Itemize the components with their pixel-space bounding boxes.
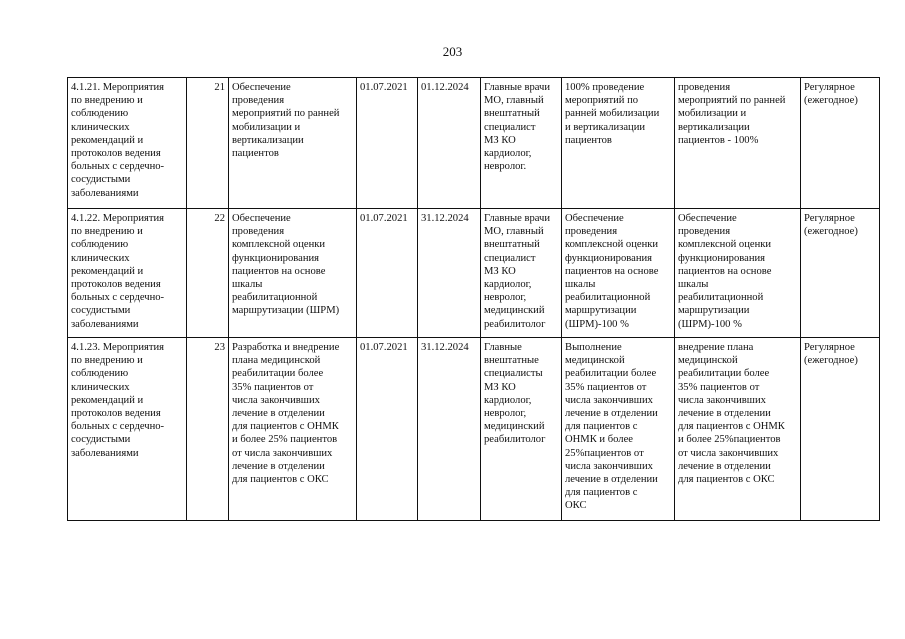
- task-cell: Разработка и внедрение плана медицинской реабилитации более 35% пациентов от числа закончивших лечение в отделении для пациентов с ОНМК и более 25% пациентов от числа закончивших лечение в отделении для пациентов с ОКС: [229, 338, 357, 521]
- task-cell: Обеспечение проведения мероприятий по ранней мобилизации и вертикализации пациентов: [229, 78, 357, 209]
- table-row: [68, 209, 880, 338]
- periodicity-cell: Регулярное (ежегодное): [801, 209, 880, 338]
- activities-table: [67, 77, 880, 521]
- page-number: 203: [442, 44, 463, 59]
- result-cell: 100% проведение мероприятий по ранней мобилизации и вертикализации пациентов: [562, 78, 675, 209]
- periodicity-cell: Регулярное (ежегодное): [801, 78, 880, 209]
- end-date-cell: 31.12.2024: [418, 338, 481, 521]
- responsible-cell: Главные внештатные специалисты МЗ КО кардиолог, невролог, медицинский реабилитолог: [481, 338, 562, 521]
- indicator-cell: Обеспечение проведения комплексной оценки функционирования пациентов на основе шкалы реабилитационной маршрутизации (ШРМ)-100 %: [675, 209, 801, 338]
- activity-cell: 4.1.23. Мероприятия по внедрению и соблюдению клинических рекомендаций и протоколов ведения больных с сердечно- сосудистыми заболеваниями: [68, 338, 187, 521]
- result-cell: Выполнение медицинской реабилитации более 35% пациентов от числа закончивших лечение в отделении для пациентов с ОНМК и более 25%пациентов от числа закончивших лечение в отделении для пациентов с ОКС: [562, 338, 675, 521]
- responsible-cell: Главные врачи МО, главный внештатный специалист МЗ КО кардиолог, невролог.: [481, 78, 562, 209]
- end-date-cell: 01.12.2024: [418, 78, 481, 209]
- activity-cell: 4.1.21. Мероприятия по внедрению и соблюдению клинических рекомендаций и протоколов ведения больных с сердечно- сосудистыми заболеваниями: [68, 78, 187, 209]
- number-cell: 22: [187, 209, 229, 338]
- number-cell: 21: [187, 78, 229, 209]
- table-row: [68, 78, 880, 209]
- table-row: [68, 338, 880, 521]
- start-date-cell: 01.07.2021: [357, 338, 418, 521]
- number-cell: 23: [187, 338, 229, 521]
- start-date-cell: 01.07.2021: [357, 209, 418, 338]
- result-cell: Обеспечение проведения комплексной оценки функционирования пациентов на основе шкалы реабилитационной маршрутизации (ШРМ)-100 %: [562, 209, 675, 338]
- indicator-cell: внедрение плана медицинской реабилитации более 35% пациентов от числа закончивших лечение в отделении для пациентов с ОНМК и более 25%пациентов от числа закончивших лечение в отделении для пациентов с ОКС: [675, 338, 801, 521]
- start-date-cell: 01.07.2021: [357, 78, 418, 209]
- indicator-cell: проведения мероприятий по ранней мобилизации и вертикализации пациентов - 100%: [675, 78, 801, 209]
- responsible-cell: Главные врачи МО, главный внештатный специалист МЗ КО кардиолог, невролог, медицинский реабилитолог: [481, 209, 562, 338]
- end-date-cell: 31.12.2024: [418, 209, 481, 338]
- activity-cell: 4.1.22. Мероприятия по внедрению и соблюдению клинических рекомендаций и протоколов ведения больных с сердечно- сосудистыми заболеваниями: [68, 209, 187, 338]
- periodicity-cell: Регулярное (ежегодное): [801, 338, 880, 521]
- task-cell: Обеспечение проведения комплексной оценки функционирования пациентов на основе шкалы реабилитационной маршрутизации (ШРМ): [229, 209, 357, 338]
